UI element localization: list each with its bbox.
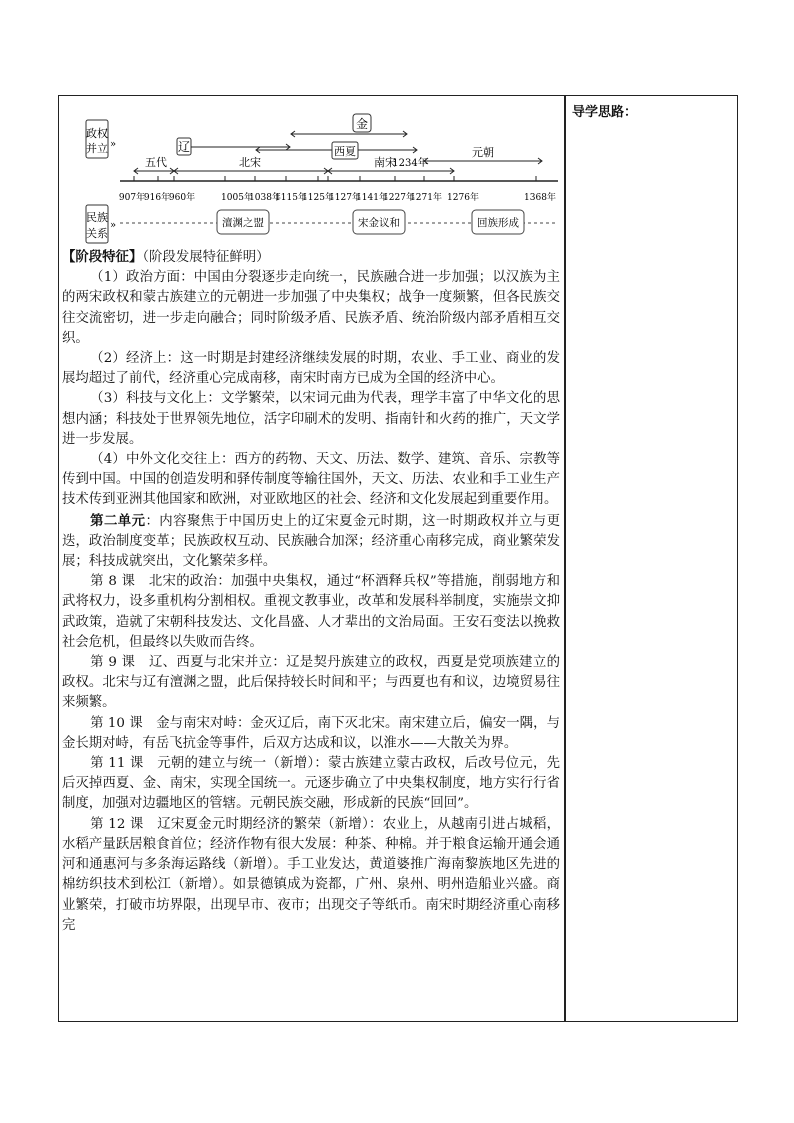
paragraph-unit-two: [62, 511, 560, 573]
sidebar-heading: 导学思路：: [572, 105, 638, 120]
regime-yuan: 元朝: [472, 146, 494, 159]
year-label: 1276年: [447, 193, 479, 203]
lesson-9: 第 9 课 辽、西夏与北宋并立：辽是契丹族建立的政权，西夏是党项族建立的政权。北宋与辽有澶渊之盟，此后保持较长时间和平；与西夏也有和议，边境贸易往来频繁。: [62, 655, 560, 711]
year-label: 1368年: [524, 193, 556, 203]
year-label: 1125年: [302, 193, 334, 203]
paragraph-science-culture: （3）科技与文化上：文学繁荣，以宋词元曲为代表，理学丰富了中华文化的思想内涵；科技处于世界领先地位，活字印刷术的发明、指南针和火药的推广，天文学进一步发展。: [62, 391, 560, 447]
relation-chanyuan: 澶渊之盟: [222, 217, 264, 229]
regime-nansong: 南宋: [374, 156, 396, 169]
year-label: 1038年: [249, 193, 281, 203]
year-label: 907年: [118, 193, 146, 203]
lesson-11: 第 11 课 元朝的建立与统一（新增）：蒙古族建立蒙古政权，后改号位元，先后灭掉西夏、金、南宋，实现全国统一。元逐步确立了中央集权制度，地方实行行省制度，加强对边疆地区的管辖。元朝民族交融，形成新的民族“回回”。: [62, 756, 560, 812]
year-label: 1127年: [329, 193, 361, 203]
year-label: 1271年: [410, 193, 442, 203]
year-label: 1115年: [275, 193, 307, 203]
paragraph-politics: （1）政治方面：中国由分裂逐步走向统一，民族融合进一步加强；以汉族为主的两宋政权和蒙古族建立的元朝进一步加强了中央集权；战争一度频繁，但各民族交往交流密切，进一步走向融合；同时阶级矛盾、民族矛盾、统治阶级内部矛盾相互交织。: [62, 270, 560, 346]
relation-huizu: 回族形成: [477, 217, 519, 229]
paragraph-economy: （2）经济上：这一时期是封建经济继续发展的时期，农业、手工业、商业的发展均超过了前代，经济重心完成南移，南宋时南方已成为全国的经济中心。: [62, 351, 560, 387]
row-label-regimes-line2: 并立: [86, 142, 108, 155]
relation-songjin: 宋金议和: [358, 217, 400, 229]
regime-beisong: 北宋: [239, 156, 261, 169]
lesson-10: 第 10 课 金与南宋对峙：金灭辽后，南下灭北宋。南宋建立后，偏安一隅，与金长期对峙，有岳飞抗金等事件，后双方达成和议，以淮水——大散关为界。: [62, 715, 560, 751]
lesson-12: 第 12 课 辽宋夏金元时期经济的繁荣（新增）：农业上，从越南引进占城稻，水稻产量跃居粮食首位；经济作物有很大发展：种茶、种棉。并于粮食运输开通会通河和通惠河与多条海运路线（新增）。手工业发达，黄道婆推广海南黎族地区先进的棉纺织技术到松江（新增）。如景德镇成为瓷都，广州、泉州、明州造船业兴盛。商业繁荣，打破市坊界限，出现早市、夜市；出现交子等纸币。南宋时期经济重心南移完: [62, 816, 560, 933]
svg-text:»: »: [110, 220, 117, 231]
year-label: 1141年: [356, 193, 388, 203]
year-label: 1005年: [221, 193, 253, 203]
svg-text:»: »: [110, 139, 117, 150]
paragraph-foreign-exchange: （4）中外文化交往上：西方的药物、天文、历法、数学、建筑、音乐、宗教等传到中国。中国的创造发明和驿传制度等输往国外，天文、历法、农业和手工业生产技术传到亚洲其他国家和欧洲，对亚欧地区的社会、经济和文化发展起到重要作用。: [62, 452, 560, 508]
row-label-relations: [86, 205, 116, 243]
regime-liao: 辽: [177, 140, 191, 154]
regime-wudai: 五代: [145, 156, 167, 169]
row-label-relations-line2: 关系: [86, 227, 108, 240]
lesson-8: 第 8 课 北宋的政治：加强中央集权，通过“杯酒释兵权”等措施，削弱地方和武将权力，设多重机构分割相权。重视文教事业，改革和发展科举制度，实施崇文抑武政策，造就了宋朝科技发达、文化昌盛、人才辈出的文治局面。王安石变法以挽救社会危机，但最终以失败而告终。: [62, 574, 560, 650]
regime-xixia: 西夏: [334, 145, 356, 158]
regime-jin: 金: [355, 117, 369, 131]
unit-description: ：内容聚焦于中国历史上的辽宋夏金元时期，这一时期政权并立与更迭，政治制度变革；民族政权互动、民族融合加深；经济重心南移完成，商业繁荣发展；科技成就突出，文化繁荣多样。: [62, 513, 561, 570]
unit-label: 第二单元: [90, 512, 146, 529]
year-label: 916年: [143, 193, 171, 203]
year-1234-label: 1234年: [392, 158, 428, 169]
content-body: [62, 247, 560, 936]
stage-heading-rest: （阶段发展特征鲜明）: [142, 250, 270, 265]
row-label-regimes: [86, 120, 116, 158]
year-label: 960年: [168, 193, 196, 203]
column-divider: [564, 95, 566, 1022]
row-label-relations-line1: 民族: [86, 211, 108, 224]
row-label-regimes-line1: 政权: [86, 127, 108, 140]
year-label: 1227年: [383, 193, 415, 203]
stage-heading-bracket: 【阶段特征】: [62, 249, 143, 265]
stage-heading: [62, 247, 560, 268]
timeline-diagram: [62, 100, 562, 250]
